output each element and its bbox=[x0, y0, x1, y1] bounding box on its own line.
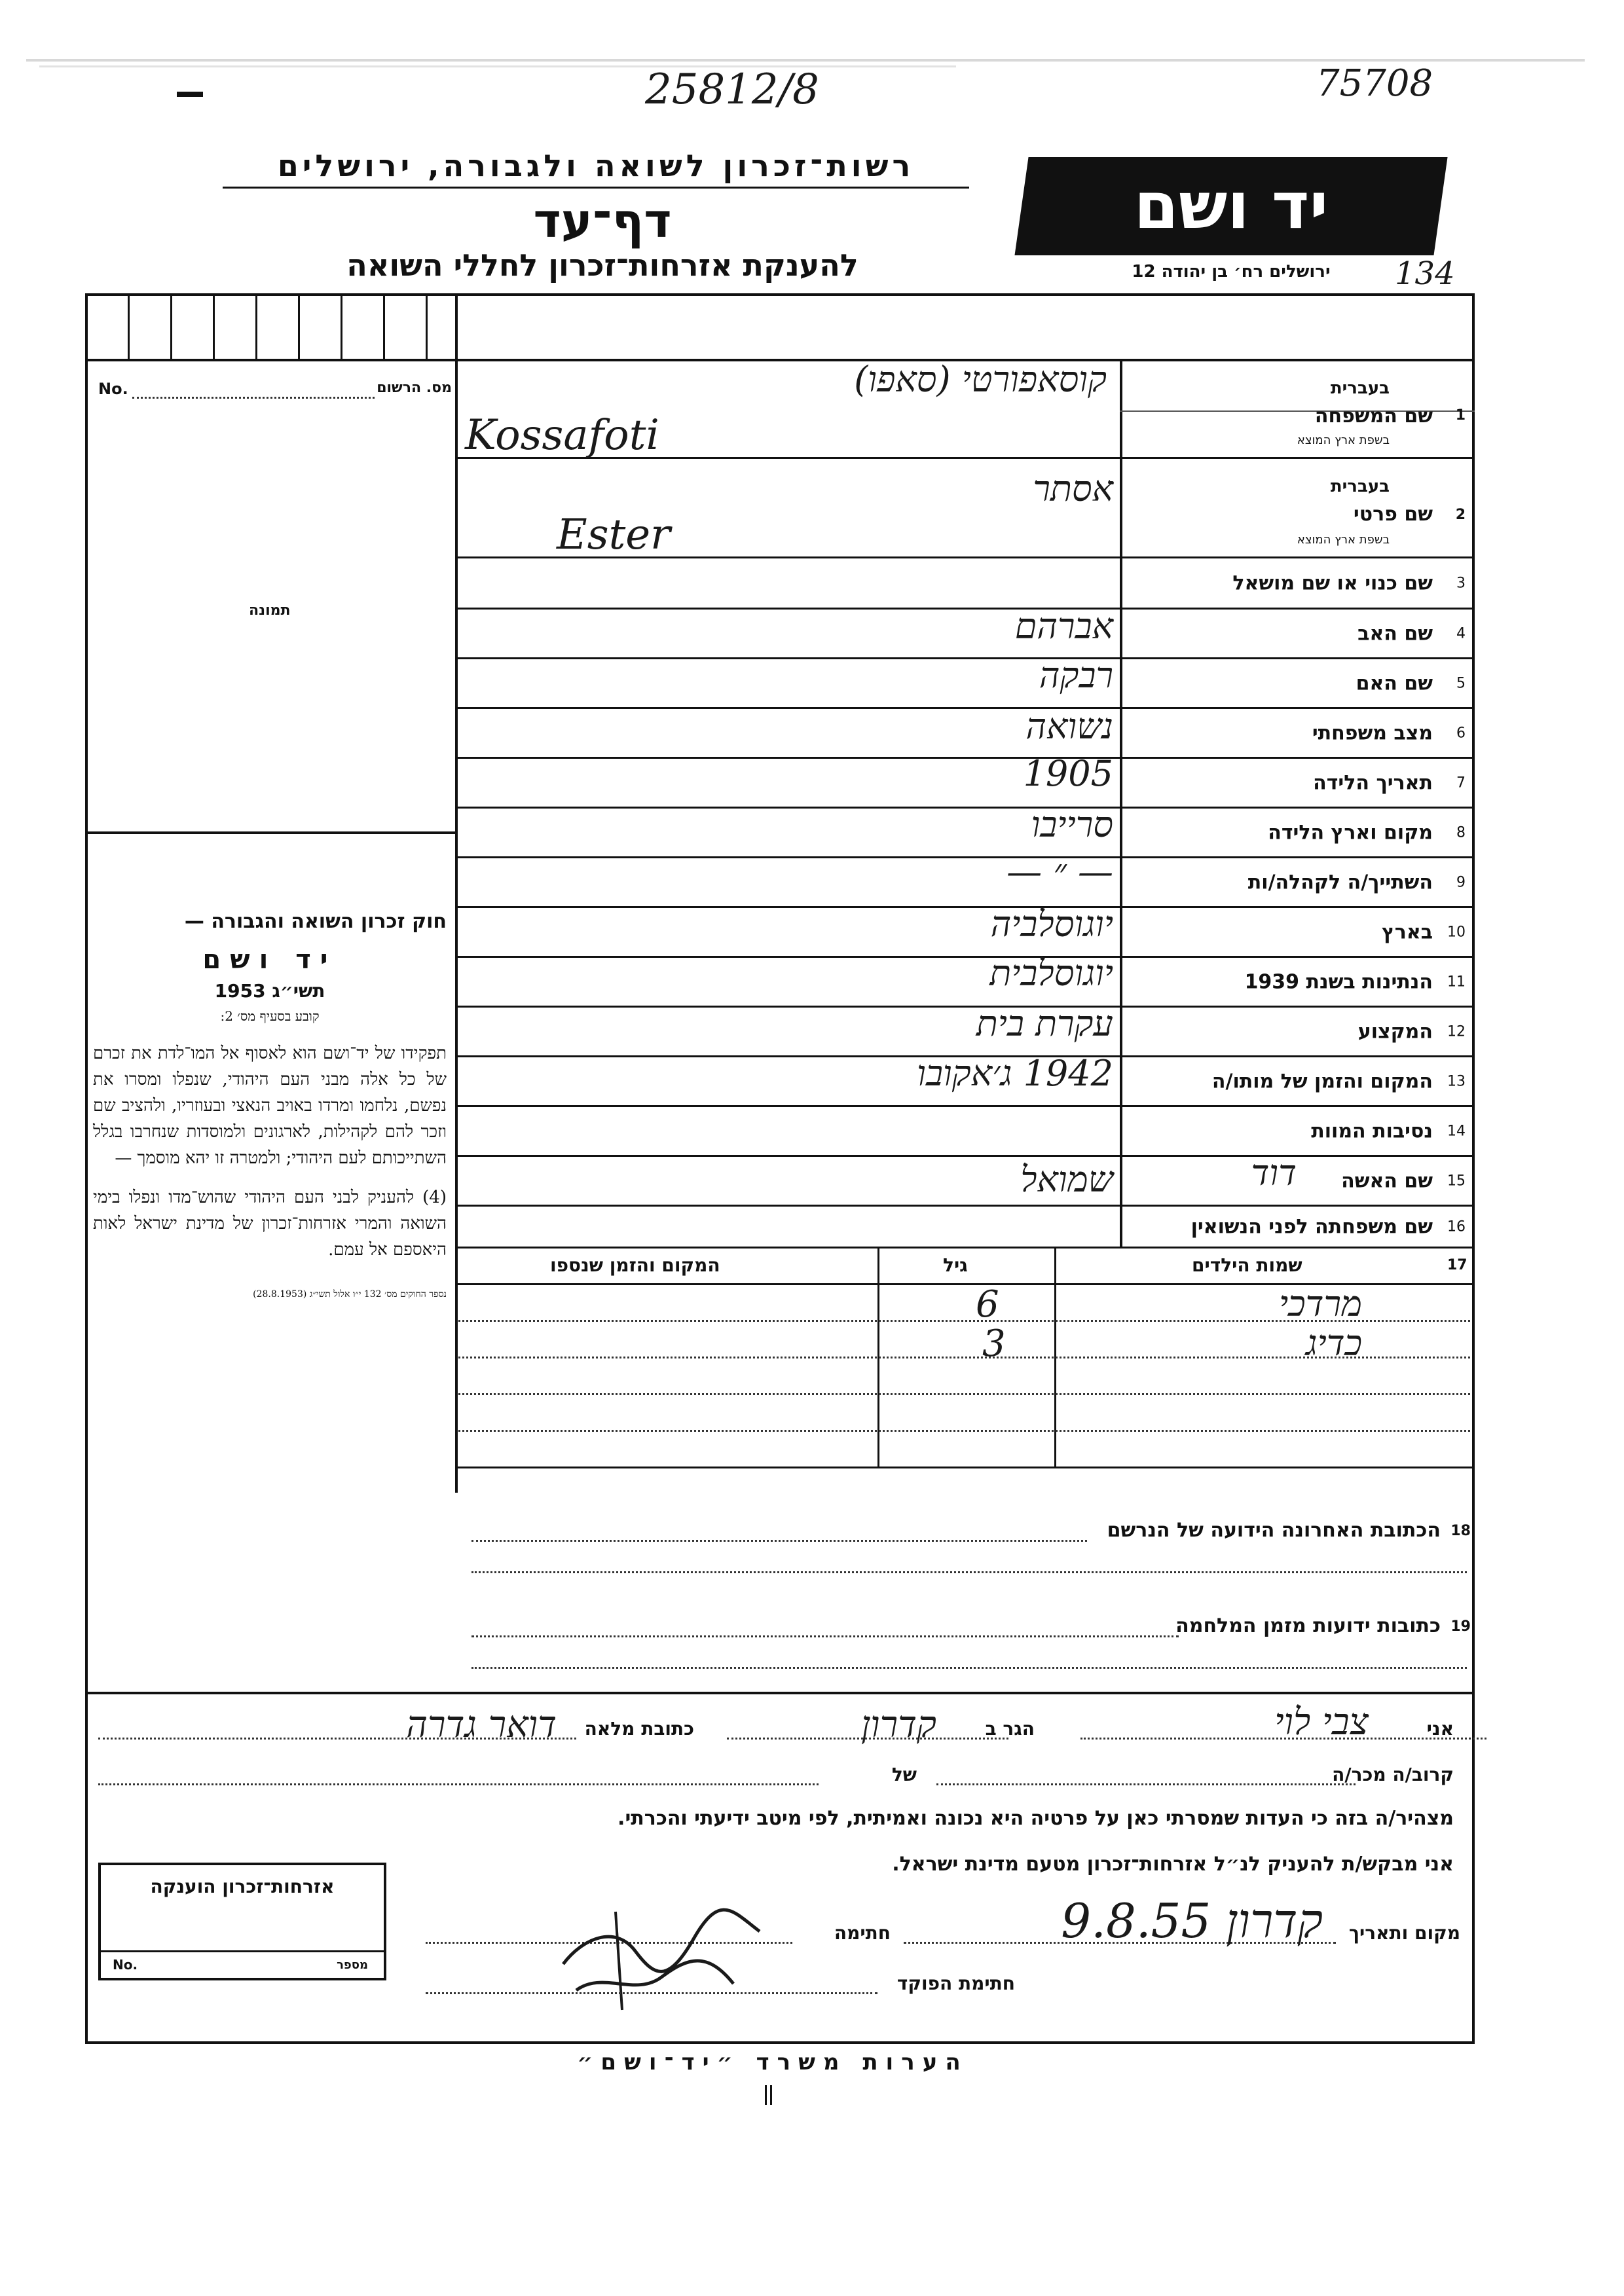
children-header-age: גיל bbox=[943, 1254, 968, 1276]
children-header-names: שמות הילדים bbox=[1192, 1254, 1302, 1276]
field-profession: 12 המקצוע bbox=[1357, 1020, 1466, 1043]
field-mother: 5 שם האם bbox=[1356, 672, 1466, 695]
officer-signature-line: חתימת הפוקד bbox=[426, 1961, 1015, 2000]
file-number: 25812/8 bbox=[645, 65, 819, 114]
first-name-local-value[interactable]: Ester bbox=[557, 511, 671, 559]
no-label: No. bbox=[98, 380, 128, 398]
children-header-place-time: המקום והזמן שנספו bbox=[550, 1254, 720, 1276]
field-birth-date: 7 תאריך הלידה bbox=[1313, 771, 1466, 794]
photo-label: תמונה bbox=[249, 602, 291, 619]
profession-value[interactable]: עקרת בית bbox=[976, 1003, 1113, 1044]
logo-address: ירושלים רח׳ בן יהודה 12 bbox=[1132, 262, 1331, 282]
law-para1: תפקידו של יד־ושם הוא לאסוף אל המו־לדת את זכרם של כל אלה מבני העם היהודי, שנפלו ומסרו את נפשם, נלחמו ומרדו באויב הנאצי ובעוזריו, ולהציב שם וזכר להם לקהילות, לארגונים ולמוסדות שנחרבו בגלל השתייכותם לעם היהודי; ולמטרה זו יהא מוסמך — bbox=[93, 1044, 447, 1168]
birth-place-value[interactable]: סרייבו bbox=[1031, 804, 1113, 845]
resident-city[interactable]: קדרון bbox=[861, 1704, 936, 1746]
yad-vashem-logo: יד ושם bbox=[1014, 157, 1447, 255]
statement-1: מצהיר/ה בזה כי העדות שמסרתי כאן על פרטיה היא נכונה ואמיתית, לפי מיטב ידיעתי והכרתי. bbox=[618, 1807, 1454, 1830]
country-value[interactable]: יוגוסלביה bbox=[990, 903, 1113, 945]
law-para2: (4) להעניק לבני העם היהודי שהוש־מדו ונפלו בימי השואה והמרי אזרחות־זכרון של מדינת ישראל לאות היאספם אל עמם. bbox=[93, 1188, 447, 1260]
registry-number-field[interactable] bbox=[98, 380, 452, 406]
field-death-circumstances: 14 נסיבות המוות bbox=[1311, 1120, 1466, 1142]
child-2-age[interactable]: 3 bbox=[982, 1322, 1006, 1365]
death-place-time-value[interactable]: 1942 ג׳אקובו bbox=[917, 1053, 1113, 1094]
form-subtitle: להענקת אזרחות־זכרון לחללי השואה bbox=[346, 247, 858, 283]
nationality-1939-value[interactable]: יוגוסלבית bbox=[989, 953, 1113, 994]
footer-tick-2 bbox=[770, 2085, 772, 2105]
place-date-line: מקום ותאריך קדרון 9.8.55 חתימה bbox=[426, 1899, 1460, 1951]
field-spouse: 15 שם האשה bbox=[1341, 1169, 1466, 1192]
authority-underline bbox=[223, 187, 969, 189]
photo-divider bbox=[85, 831, 456, 834]
field-birth-place: 8 מקום וארץ הלידה bbox=[1268, 821, 1466, 844]
field-maiden-name: 16 שם משפחתה לפני הנשואין bbox=[1190, 1215, 1466, 1238]
footer-tick bbox=[765, 2085, 767, 2105]
law-year: תשי״ג 1953 bbox=[214, 980, 325, 1002]
witness-name[interactable]: צבי לוי bbox=[1274, 1701, 1369, 1743]
last-address-field[interactable]: 18 הכתובת האחרונה הידועה של הנרשם bbox=[458, 1493, 1473, 1591]
war-addresses-field[interactable]: 19 כתובות ידועות מזמן המלחמה bbox=[458, 1584, 1473, 1689]
law-title: חוק זכרון השואה והגבורה — bbox=[184, 910, 447, 933]
item-number: 75708 bbox=[1316, 62, 1433, 105]
address-value[interactable]: דואר גדרה bbox=[406, 1704, 557, 1746]
field-nationality-1939: 11 הנתינות בשנת 1939 bbox=[1244, 970, 1466, 993]
law-footnote: נספר החוקים מס׳ 132 י״ו אלול תשי״ג (28.8.1953) bbox=[253, 1289, 447, 1300]
page-number: 134 bbox=[1395, 255, 1455, 292]
maiden-name-value[interactable]: שמואל bbox=[1020, 1159, 1113, 1200]
field-first-name-label: בעברית שם פרטי בשפת ארץ המוצא 2 bbox=[1297, 477, 1466, 547]
law-text bbox=[93, 910, 447, 1300]
reg-label: מס. הרשום bbox=[377, 380, 452, 396]
law-clause: קובע בסעיף מס׳ 2: bbox=[220, 1008, 320, 1024]
authority-line: רשות־זכרון לשואה ולגבורה, ירושלים bbox=[277, 148, 915, 183]
child-1-age[interactable]: 6 bbox=[976, 1283, 999, 1326]
father-value[interactable]: אברהם bbox=[1014, 606, 1113, 647]
children-num: 17 bbox=[1447, 1257, 1467, 1273]
field-community: 9 השתייך/ה לקהלה/ות bbox=[1247, 871, 1466, 894]
field-death-place-time: 13 המקום והזמן של מותו/ה bbox=[1211, 1070, 1466, 1093]
place-date-value[interactable]: קדרון 9.8.55 bbox=[1061, 1893, 1323, 1948]
statement-2: אני מבקש/ת להעניק לנ״ל אזרחות־זכרון מטעם מדינת ישראל. bbox=[892, 1853, 1454, 1876]
child-1-name[interactable]: מרדכי bbox=[1279, 1283, 1362, 1324]
community-value[interactable]: — ״ — bbox=[1006, 851, 1113, 892]
family-name-hebrew-value[interactable]: קוסאפורטי (סאפו) bbox=[854, 359, 1107, 400]
marital-value[interactable]: נשואה bbox=[1025, 706, 1113, 747]
field-father: 4 שם האב bbox=[1357, 622, 1466, 645]
declaration-line-1: אני צבי לוי הגר ב קדרון כתובת מלאה דואר גדרה bbox=[98, 1709, 1460, 1748]
family-name-local-value[interactable]: Kossafoti bbox=[465, 411, 659, 460]
field-nickname: 3 שם כנוי או שם מושאל bbox=[1232, 572, 1466, 594]
field-marital: 6 מצב משפחתי bbox=[1312, 721, 1466, 744]
field-family-name-label: בעברית שם המשפחה בשפת ארץ המוצא 1 bbox=[1297, 378, 1466, 447]
spouse-value[interactable]: דוד bbox=[1251, 1152, 1297, 1194]
child-2-name[interactable]: כדיג bbox=[1305, 1322, 1362, 1364]
field-country: 10 בארץ bbox=[1381, 920, 1466, 943]
mother-value[interactable]: רבקה bbox=[1039, 655, 1113, 696]
declaration-line-2: קרוב/ה מכר/ה של bbox=[98, 1755, 1460, 1794]
form-title: דף־עד bbox=[533, 193, 672, 248]
first-name-hebrew-value[interactable]: אסתר bbox=[1033, 468, 1113, 509]
law-name: יד ושם bbox=[202, 945, 337, 975]
citizenship-stamp-box: אזרחות־זכרון הוענקה No. מספר bbox=[98, 1863, 386, 1980]
office-remarks: הערות משרד ״יד־ושם״ bbox=[577, 2049, 969, 2075]
birth-date-value[interactable]: 1905 bbox=[1023, 753, 1113, 794]
